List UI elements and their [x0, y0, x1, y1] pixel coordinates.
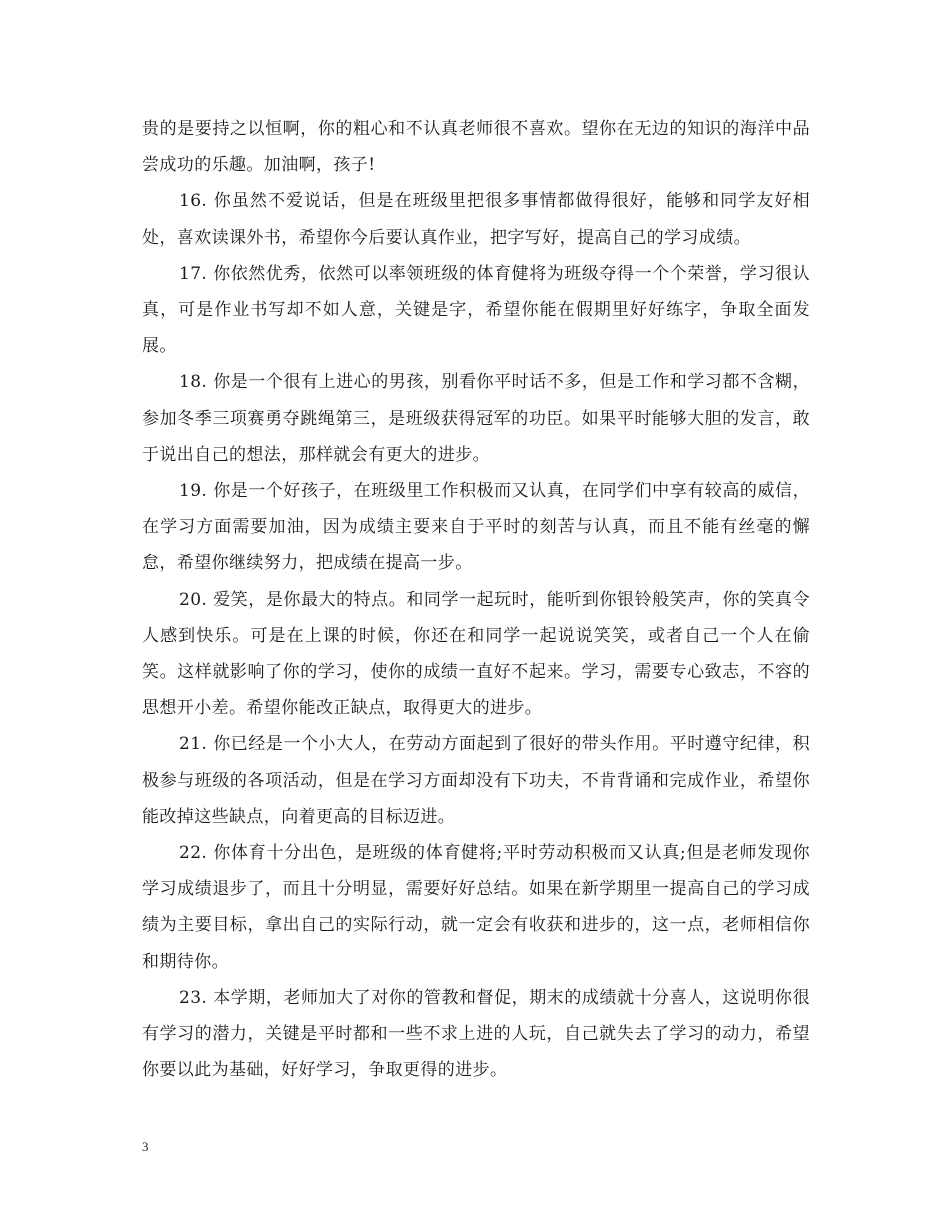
paragraph-comment-19: 19. 你是一个好孩子，在班级里工作积极而又认真，在同学们中享有较高的威信，在学习方面需要加油，因为成绩主要来自于平时的刻苦与认真，而且不能有丝毫的懈怠，希望你继续努力，把成绩在提高一步。	[142, 481, 810, 574]
paragraph-comment-21: 21. 你已经是一个小大人，在劳动方面起到了很好的带头作用。平时遵守纪律，积极参与班级的各项活动，但是在学习方面却没有下功夫，不肯背诵和完成作业，希望你能改掉这些缺点，向着更高的目标迈进。	[142, 734, 810, 827]
paragraph-comment-20: 20. 爱笑，是你最大的特点。和同学一起玩时，能听到你银铃般笑声，你的笑真令人感到快乐。可是在上课的时候，你还在和同学一起说说笑笑，或者自己一个人在偷笑。这样就影响了你的学习，使你的成绩一直好不起来。学习，需要专心致志，不容的思想开小差。希望你能改正缺点，取得更大的进步。	[142, 589, 810, 719]
paragraph-continuation: 贵的是要持之以恒啊，你的粗心和不认真老师很不喜欢。望你在无边的知识的海洋中品尝成功的乐趣。加油啊，孩子!	[142, 119, 810, 176]
paragraph-comment-17: 17. 你依然优秀，依然可以率领班级的体育健将为班级夺得一个个荣誉，学习很认真，可是作业书写却不如人意，关键是字，希望你能在假期里好好练字，争取全面发展。	[142, 263, 810, 357]
paragraph-comment-18: 18. 你是一个很有上进心的男孩，别看你平时话不多，但是工作和学习都不含糊，参加冬季三项赛勇夺跳绳第三，是班级获得冠军的功臣。如果平时能够大胆的发言，敢于说出自己的想法，那样就会有更大的进步。	[142, 372, 810, 465]
page-number: 3	[142, 1139, 149, 1154]
paragraph-comment-16: 16. 你虽然不爱说话，但是在班级里把很多事情都做得很好，能够和同学友好相处，喜欢读课外书，希望你今后要认真作业，把字写好，提高自己的学习成绩。	[142, 191, 810, 248]
paragraph-comment-22: 22. 你体育十分出色，是班级的体育健将;平时劳动积极而又认真;但是老师发现你学习成绩退步了，而且十分明显，需要好好总结。如果在新学期里一提高自己的学习成绩为主要目标，拿出自己的实际行动，就一定会有收获和进步的，这一点，老师相信你和期待你。	[142, 843, 810, 972]
paragraph-comment-23: 23. 本学期，老师加大了对你的管教和督促，期末的成绩就十分喜人，这说明你很有学习的潜力，关键是平时都和一些不求上进的人玩，自己就失去了学习的动力，希望你要以此为基础，好好学习，争取更得的进步。	[142, 987, 810, 1081]
document-body	[142, 111, 810, 1088]
